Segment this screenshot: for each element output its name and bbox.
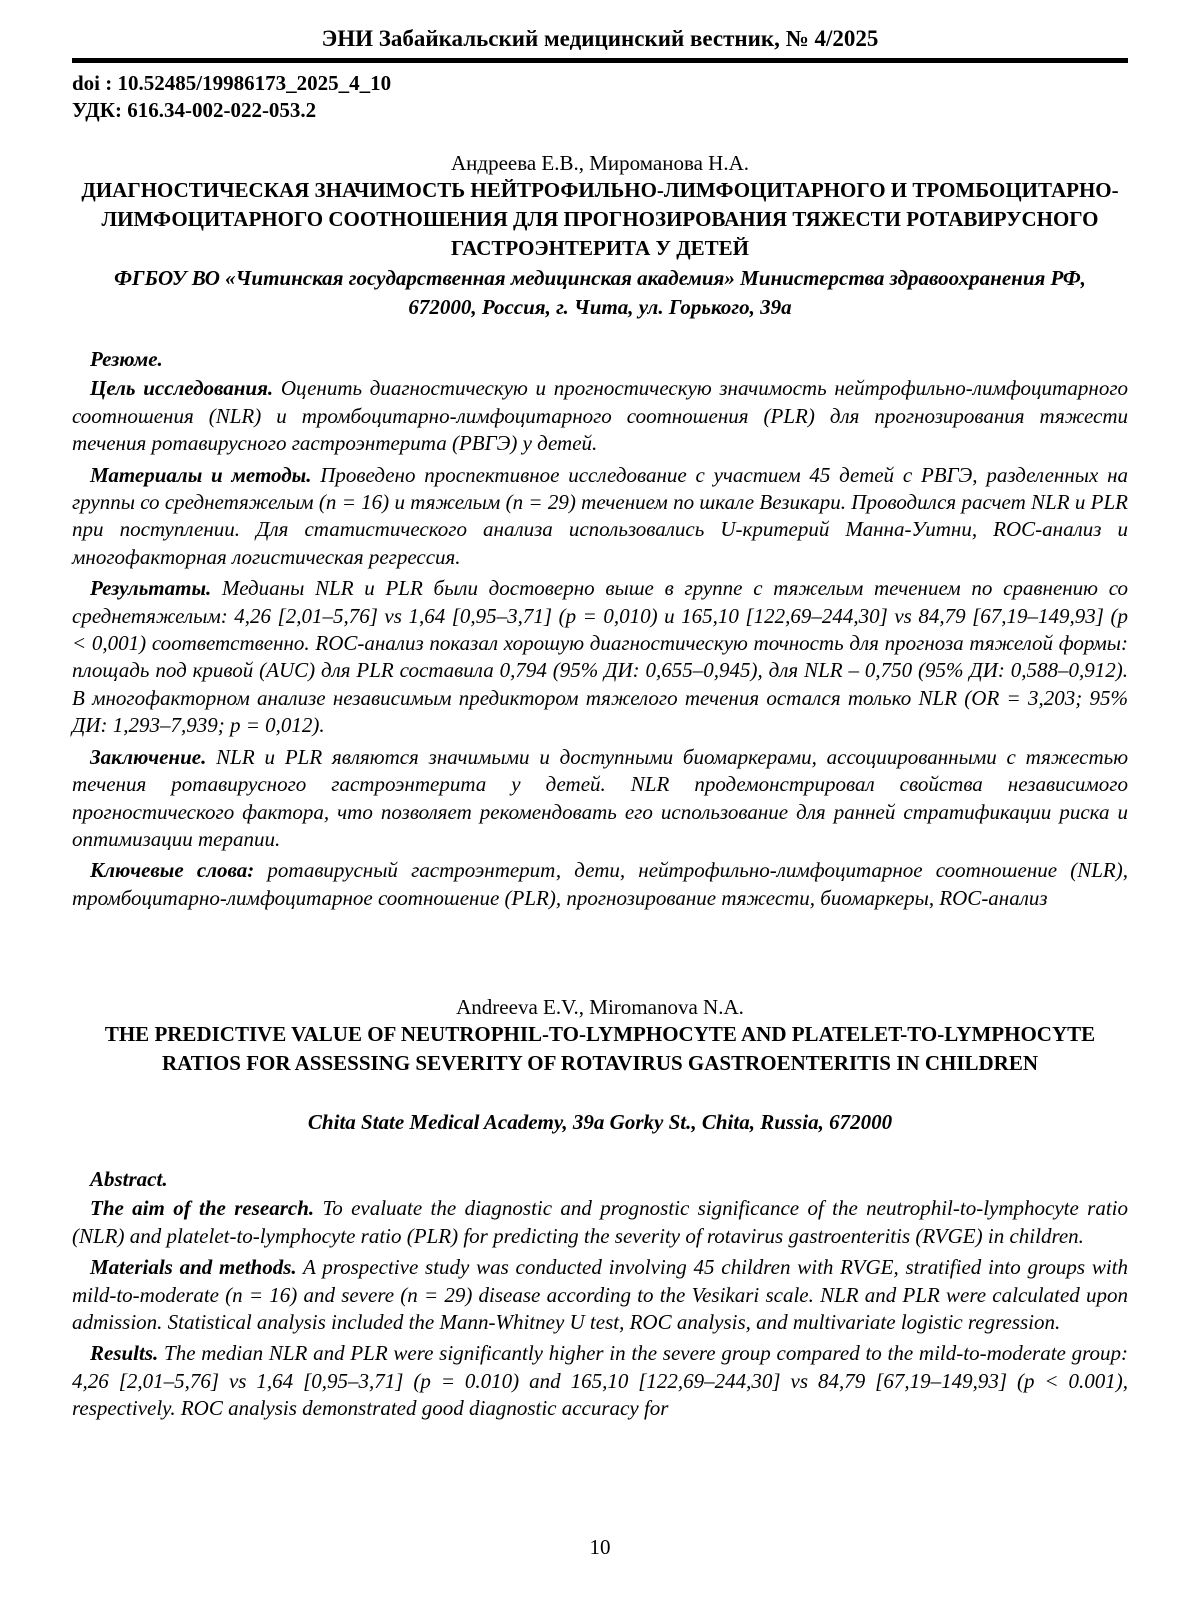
en-affiliation: Chita State Medical Academy, 39a Gorky St., Chita, Russia, 672000 (307, 1110, 893, 1134)
header-rule (72, 58, 1128, 63)
ru-aim-label: Цель исследования. (90, 376, 274, 401)
ru-results-label: Результаты. (90, 576, 212, 601)
en-authors: Andreeva E.V., Miromanova N.A. (456, 995, 744, 1019)
en-abstract-heading: Abstract. (90, 1167, 168, 1191)
en-results (72, 1340, 1128, 1422)
ru-conclusion-text: NLR и PLR являются значимыми и доступными биомаркерами, ассоциированными с тяжестью течения ротавирусного гастроэнтерита у детей. NLR продемонстрировал свойства независимого прогностического фактора, что позволяет рекомендовать его использование для ранней стратификации риска и оптимизации терапии. (72, 744, 1129, 851)
ru-keywords-text: ротавирусный гастроэнтерит, дети, нейтрофильно-лимфоцитарное соотношение (NLR), тромбоцитарно-лимфоцитарное соотношение (PLR), прогнозирование тяжести, биомаркеры, ROC-анализ (72, 858, 1129, 910)
en-aim-label: The aim of the research. (90, 1196, 315, 1221)
en-methods (72, 1254, 1128, 1336)
ru-keywords-label: Ключевые слова: (90, 858, 255, 883)
en-abstract (72, 1166, 1128, 1427)
en-title: THE PREDICTIVE VALUE OF NEUTROPHIL-TO-LYMPHOCYTE AND PLATELET-TO-LYMPHOCYTE RATIOS FOR ASSESSING SEVERITY OF ROTAVIRUS GASTROENTERITIS IN CHILDREN (104, 1022, 1096, 1075)
ru-abstract-heading: Резюме. (90, 347, 163, 371)
en-results-text: The median NLR and PLR were significantly higher in the severe group compared to the mild-to-moderate group: 4,26 [2,01–5,76] vs 1,64 [0,95–3,71] (p = 0.010) and 165,10 [122,69–244,30] vs 84,79 [67,19–149,93] (p < 0.001), respectively. ROC analysis demonstrated good diagnostic accuracy for (72, 1341, 1129, 1421)
en-methods-label: Materials and methods. (90, 1255, 297, 1280)
ru-results-text: Медианы NLR и PLR были достоверно выше в группе с тяжелым течением по сравнению со среднетяжелым: 4,26 [2,01–5,76] vs 1,64 [0,95–3,71] (p = 0,010) и 165,10 [122,69–244,30] vs 84,79 [67,19–149,93] (p < 0,001) соответственно. ROC-анализ показал хорошую диагностическую точность для прогноза тяжелой формы: площадь под кривой (AUC) для PLR составила 0,794 (95% ДИ: 0,655–0,945), для NLR – 0,750 (95% ДИ: 0,588–0,912). В многофакторном анализе независимым предиктором тяжелого течения остался только NLR (OR = 3,203; 95% ДИ: 1,293–7,939; p = 0,012). (72, 576, 1129, 738)
ru-abstract (72, 346, 1128, 916)
ru-conclusion-label: Заключение. (90, 744, 207, 769)
ru-methods-label: Материалы и методы. (90, 462, 312, 487)
ru-aim-text: Оценить диагностическую и прогностическую значимость нейтрофильно-лимфоцитарного соотношения (NLR) и тромбоцитарно-лимфоцитарного соотношения (PLR) для прогнозирования тяжести течения ротавирусного гастроэнтерита (РВГЭ) у детей. (72, 376, 1129, 456)
ru-keywords (72, 857, 1128, 912)
doi[interactable]: doi : 10.52485/19986173_2025_4_10 (72, 71, 392, 95)
journal-header: ЭНИ Забайкальский медицинский вестник, № 4/2025 (321, 26, 879, 51)
en-aim (72, 1195, 1128, 1250)
en-methods-text: A prospective study was conducted involving 45 children with RVGE, stratified into groups with mild-to-moderate (n = 16) and severe (n = 29) disease according to the Vesikari scale. NLR and PLR were calculated upon admission. Statistical analysis included the Mann-Whitney U test, ROC analysis, and multivariate logistic regression. (72, 1255, 1128, 1335)
ru-title: ДИАГНОСТИЧЕСКАЯ ЗНАЧИМОСТЬ НЕЙТРОФИЛЬНО-ЛИМФОЦИТАРНОГО И ТРОМБОЦИТАРНО-ЛИМФОЦИТАРНОГО СООТНОШЕНИЯ ДЛЯ ПРОГНОЗИРОВАНИЯ ТЯЖЕСТИ РОТАВИРУСНОГО ГАСТРОЭНТЕРИТА У ДЕТЕЙ (81, 178, 1119, 260)
ru-aim (72, 375, 1128, 457)
ru-affiliation: ФГБОУ ВО «Читинская государственная медицинская академия» Министерства здравоохранения РФ, 672000, Россия, г. Чита, ул. Горького, 39а (114, 266, 1086, 319)
ru-authors: Андреева Е.В., Мироманова Н.А. (450, 151, 750, 175)
page-number: 10 (589, 1535, 611, 1559)
ru-methods-text: Проведено проспективное исследование с участием 45 детей с РВГЭ, разделенных на группы со среднетяжелым (n = 16) и тяжелым (n = 29) течением по шкале Везикари. Проводился расчет NLR и PLR при поступлении. Для статистического анализа использовались U-критерий Манна-Уитни, ROC-анализ и многофакторная логистическая регрессия. (72, 462, 1128, 569)
en-aim-text: To evaluate the diagnostic and prognostic significance of the neutrophil-to-lymphocyte ratio (NLR) and platelet-to-lymphocyte ratio (PLR) for predicting the severity of rotavirus gastroenteritis (RVGE) in children. (72, 1196, 1129, 1248)
udk: УДК: 616.34-002-022-053.2 (72, 98, 317, 122)
ru-results (72, 575, 1128, 739)
en-results-label: Results. (90, 1341, 159, 1366)
article-identifiers (72, 70, 1128, 124)
ru-methods (72, 462, 1128, 572)
ru-conclusion (72, 744, 1128, 854)
